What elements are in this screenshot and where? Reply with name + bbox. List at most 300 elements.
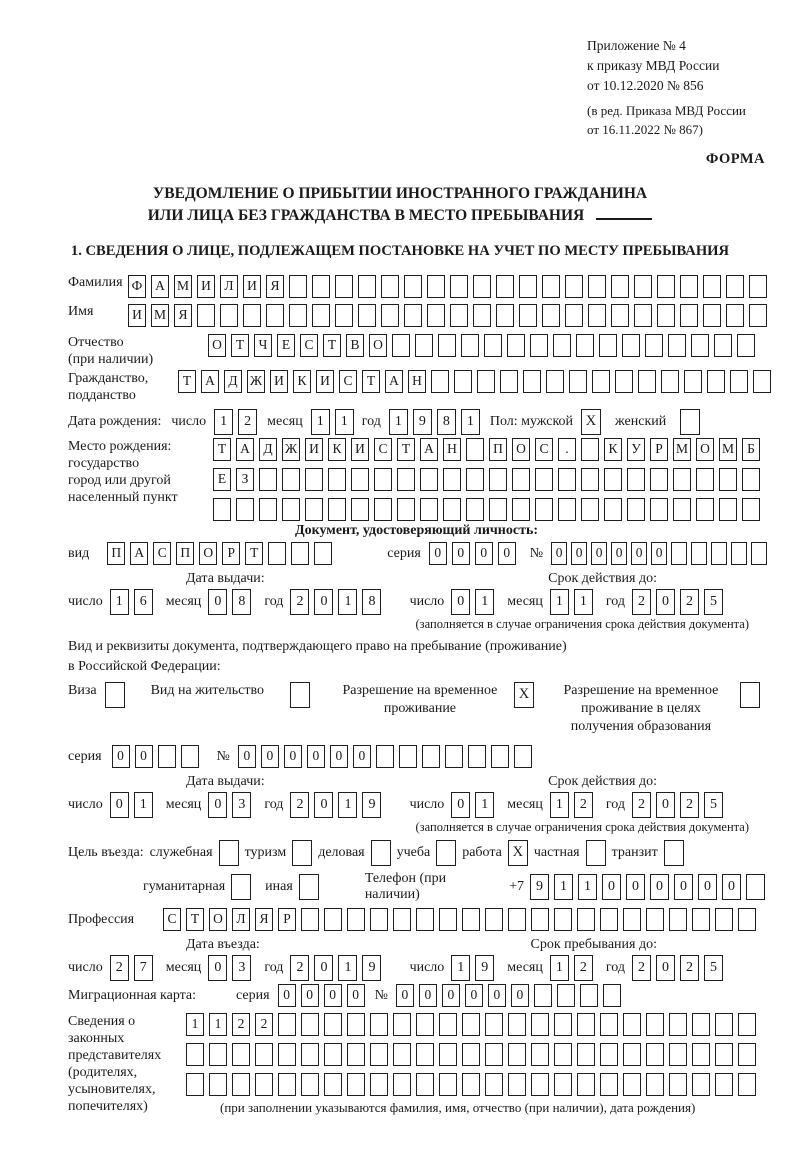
identity-series-cells[interactable] — [429, 542, 516, 565]
char-cell[interactable]: П — [489, 438, 507, 461]
char-cell[interactable] — [535, 468, 553, 491]
char-cell[interactable] — [439, 1013, 457, 1036]
char-cell[interactable] — [599, 334, 617, 357]
given-name-cells[interactable] — [128, 304, 767, 327]
char-cell[interactable] — [473, 275, 491, 298]
char-cell[interactable] — [485, 1043, 503, 1066]
char-cell[interactable]: 2 — [290, 589, 309, 615]
char-cell[interactable] — [466, 498, 484, 521]
char-cell[interactable]: О — [369, 334, 387, 357]
char-cell[interactable] — [554, 1073, 572, 1096]
char-cell[interactable] — [278, 1043, 296, 1066]
char-cell[interactable] — [370, 908, 388, 931]
char-cell[interactable]: 0 — [442, 984, 460, 1007]
char-cell[interactable] — [581, 438, 599, 461]
char-cell[interactable] — [484, 334, 502, 357]
char-cell[interactable]: 1 — [578, 874, 597, 900]
char-cell[interactable] — [742, 498, 760, 521]
char-cell[interactable] — [213, 498, 231, 521]
char-cell[interactable] — [232, 1073, 250, 1096]
visa-checkbox[interactable] — [105, 682, 125, 708]
char-cell[interactable] — [671, 542, 687, 565]
char-cell[interactable]: Т — [245, 542, 263, 565]
sex-female-checkbox[interactable] — [680, 409, 700, 435]
char-cell[interactable] — [746, 874, 765, 900]
char-cell[interactable] — [730, 370, 748, 393]
char-cell[interactable] — [489, 468, 507, 491]
char-cell[interactable]: 2 — [238, 409, 257, 435]
char-cell[interactable] — [485, 908, 503, 931]
char-cell[interactable]: Н — [443, 438, 461, 461]
char-cell[interactable]: 0 — [656, 792, 675, 818]
char-cell[interactable]: 1 — [110, 589, 129, 615]
char-cell[interactable] — [351, 468, 369, 491]
char-cell[interactable]: 0 — [571, 542, 587, 565]
char-cell[interactable] — [508, 1043, 526, 1066]
char-cell[interactable]: 1 — [475, 792, 494, 818]
char-cell[interactable] — [431, 370, 449, 393]
char-cell[interactable]: Б — [742, 438, 760, 461]
char-cell[interactable]: 2 — [110, 955, 129, 981]
purpose-business-checkbox[interactable] — [371, 840, 391, 866]
char-cell[interactable] — [576, 334, 594, 357]
char-cell[interactable] — [738, 1043, 756, 1066]
char-cell[interactable] — [657, 275, 675, 298]
char-cell[interactable]: 0 — [651, 542, 667, 565]
char-cell[interactable] — [416, 1073, 434, 1096]
identity-number-cells[interactable] — [551, 542, 767, 565]
char-cell[interactable] — [623, 1013, 641, 1036]
char-cell[interactable]: Я — [266, 275, 284, 298]
char-cell[interactable] — [646, 908, 664, 931]
char-cell[interactable] — [496, 275, 514, 298]
birth-place-row3-cells[interactable] — [213, 498, 760, 521]
char-cell[interactable]: М — [174, 275, 192, 298]
char-cell[interactable] — [611, 304, 629, 327]
char-cell[interactable] — [530, 334, 548, 357]
char-cell[interactable]: А — [201, 370, 219, 393]
char-cell[interactable] — [312, 304, 330, 327]
char-cell[interactable] — [646, 1013, 664, 1036]
char-cell[interactable] — [314, 542, 332, 565]
char-cell[interactable] — [422, 745, 440, 768]
char-cell[interactable] — [751, 542, 767, 565]
char-cell[interactable]: 0 — [284, 745, 302, 768]
char-cell[interactable]: М — [151, 304, 169, 327]
char-cell[interactable] — [634, 304, 652, 327]
char-cell[interactable]: 3 — [232, 792, 251, 818]
char-cell[interactable] — [439, 908, 457, 931]
char-cell[interactable]: С — [153, 542, 171, 565]
char-cell[interactable] — [289, 275, 307, 298]
char-cell[interactable]: 2 — [680, 589, 699, 615]
char-cell[interactable] — [507, 334, 525, 357]
char-cell[interactable] — [715, 1013, 733, 1036]
char-cell[interactable]: 1 — [186, 1013, 204, 1036]
char-cell[interactable]: А — [151, 275, 169, 298]
birth-year-cells[interactable] — [389, 409, 480, 435]
char-cell[interactable]: 2 — [632, 589, 651, 615]
char-cell[interactable] — [581, 468, 599, 491]
purpose-official-checkbox[interactable] — [219, 840, 239, 866]
char-cell[interactable] — [289, 304, 307, 327]
char-cell[interactable] — [542, 304, 560, 327]
char-cell[interactable]: 2 — [574, 955, 593, 981]
char-cell[interactable] — [347, 908, 365, 931]
char-cell[interactable] — [393, 1013, 411, 1036]
char-cell[interactable] — [489, 498, 507, 521]
char-cell[interactable] — [553, 334, 571, 357]
char-cell[interactable]: А — [236, 438, 254, 461]
char-cell[interactable] — [577, 1013, 595, 1036]
char-cell[interactable]: 0 — [722, 874, 741, 900]
char-cell[interactable] — [393, 1043, 411, 1066]
char-cell[interactable] — [554, 1043, 572, 1066]
char-cell[interactable] — [282, 498, 300, 521]
char-cell[interactable]: 0 — [656, 589, 675, 615]
char-cell[interactable]: И — [197, 275, 215, 298]
char-cell[interactable]: 0 — [110, 792, 129, 818]
char-cell[interactable] — [623, 1073, 641, 1096]
char-cell[interactable]: 1 — [134, 792, 153, 818]
char-cell[interactable] — [232, 1043, 250, 1066]
char-cell[interactable]: Т — [397, 438, 415, 461]
temp-residence-education-checkbox[interactable] — [740, 682, 760, 708]
char-cell[interactable] — [282, 468, 300, 491]
char-cell[interactable] — [696, 498, 714, 521]
entry-year-cells[interactable] — [290, 955, 381, 981]
char-cell[interactable]: 0 — [488, 984, 506, 1007]
char-cell[interactable]: 1 — [550, 955, 569, 981]
char-cell[interactable]: 0 — [353, 745, 371, 768]
char-cell[interactable] — [588, 304, 606, 327]
char-cell[interactable] — [381, 275, 399, 298]
char-cell[interactable] — [534, 984, 552, 1007]
char-cell[interactable] — [186, 1073, 204, 1096]
char-cell[interactable] — [726, 275, 744, 298]
char-cell[interactable]: 0 — [674, 874, 693, 900]
char-cell[interactable]: 0 — [591, 542, 607, 565]
char-cell[interactable] — [255, 1073, 273, 1096]
char-cell[interactable] — [580, 984, 598, 1007]
char-cell[interactable]: Т — [362, 370, 380, 393]
char-cell[interactable]: Ч — [254, 334, 272, 357]
char-cell[interactable] — [514, 745, 532, 768]
char-cell[interactable] — [703, 275, 721, 298]
char-cell[interactable]: 1 — [338, 589, 357, 615]
char-cell[interactable]: 0 — [452, 542, 470, 565]
char-cell[interactable] — [577, 1043, 595, 1066]
char-cell[interactable]: 0 — [650, 874, 669, 900]
char-cell[interactable] — [680, 304, 698, 327]
char-cell[interactable] — [592, 370, 610, 393]
char-cell[interactable] — [696, 468, 714, 491]
char-cell[interactable] — [554, 908, 572, 931]
char-cell[interactable] — [684, 370, 702, 393]
char-cell[interactable]: 0 — [631, 542, 647, 565]
char-cell[interactable]: 1 — [389, 409, 408, 435]
char-cell[interactable] — [335, 304, 353, 327]
char-cell[interactable] — [691, 542, 707, 565]
char-cell[interactable]: С — [300, 334, 318, 357]
char-cell[interactable] — [731, 542, 747, 565]
char-cell[interactable]: 1 — [461, 409, 480, 435]
sex-male-checkbox[interactable]: X — [581, 409, 601, 435]
char-cell[interactable] — [312, 275, 330, 298]
char-cell[interactable] — [512, 468, 530, 491]
phone-cells[interactable] — [530, 874, 765, 900]
char-cell[interactable] — [753, 370, 771, 393]
char-cell[interactable]: 2 — [290, 792, 309, 818]
char-cell[interactable] — [461, 334, 479, 357]
char-cell[interactable] — [259, 498, 277, 521]
char-cell[interactable]: Л — [232, 908, 250, 931]
char-cell[interactable] — [531, 1043, 549, 1066]
char-cell[interactable] — [577, 1073, 595, 1096]
char-cell[interactable]: 1 — [338, 792, 357, 818]
char-cell[interactable] — [473, 304, 491, 327]
char-cell[interactable] — [491, 745, 509, 768]
char-cell[interactable] — [268, 542, 286, 565]
char-cell[interactable]: И — [316, 370, 334, 393]
char-cell[interactable] — [508, 1073, 526, 1096]
char-cell[interactable]: Т — [178, 370, 196, 393]
char-cell[interactable] — [477, 370, 495, 393]
char-cell[interactable] — [374, 498, 392, 521]
representatives-row2-cells[interactable] — [186, 1043, 756, 1066]
residence-valid-month-cells[interactable] — [550, 792, 593, 818]
purpose-tourism-checkbox[interactable] — [292, 840, 312, 866]
char-cell[interactable]: 0 — [278, 984, 296, 1007]
migration-number-cells[interactable] — [396, 984, 621, 1007]
char-cell[interactable] — [370, 1013, 388, 1036]
char-cell[interactable]: В — [346, 334, 364, 357]
char-cell[interactable] — [324, 908, 342, 931]
purpose-study-checkbox[interactable] — [436, 840, 456, 866]
char-cell[interactable] — [565, 304, 583, 327]
char-cell[interactable]: И — [270, 370, 288, 393]
char-cell[interactable] — [661, 370, 679, 393]
identity-valid-month-cells[interactable] — [550, 589, 593, 615]
char-cell[interactable]: 2 — [290, 955, 309, 981]
char-cell[interactable]: С — [163, 908, 181, 931]
char-cell[interactable] — [462, 908, 480, 931]
char-cell[interactable] — [508, 908, 526, 931]
char-cell[interactable]: С — [374, 438, 392, 461]
char-cell[interactable]: П — [107, 542, 125, 565]
char-cell[interactable]: 0 — [208, 589, 227, 615]
char-cell[interactable]: 9 — [362, 792, 381, 818]
char-cell[interactable] — [623, 908, 641, 931]
char-cell[interactable] — [557, 984, 575, 1007]
char-cell[interactable]: Т — [323, 334, 341, 357]
char-cell[interactable]: 0 — [112, 745, 130, 768]
residence-issue-day-cells[interactable] — [110, 792, 153, 818]
purpose-private-checkbox[interactable] — [586, 840, 606, 866]
char-cell[interactable] — [266, 304, 284, 327]
char-cell[interactable] — [581, 498, 599, 521]
char-cell[interactable] — [158, 745, 176, 768]
char-cell[interactable] — [569, 370, 587, 393]
char-cell[interactable] — [634, 275, 652, 298]
char-cell[interactable]: 0 — [698, 874, 717, 900]
birth-day-cells[interactable] — [214, 409, 257, 435]
char-cell[interactable] — [565, 275, 583, 298]
char-cell[interactable]: 0 — [451, 792, 470, 818]
birth-month-cells[interactable] — [311, 409, 354, 435]
char-cell[interactable]: 0 — [551, 542, 567, 565]
char-cell[interactable] — [370, 1043, 388, 1066]
char-cell[interactable] — [715, 908, 733, 931]
char-cell[interactable]: Т — [213, 438, 231, 461]
char-cell[interactable] — [335, 275, 353, 298]
residence-permit-checkbox[interactable] — [290, 682, 310, 708]
char-cell[interactable]: Р — [278, 908, 296, 931]
char-cell[interactable] — [669, 1073, 687, 1096]
char-cell[interactable] — [531, 1073, 549, 1096]
char-cell[interactable] — [439, 1073, 457, 1096]
char-cell[interactable] — [243, 304, 261, 327]
char-cell[interactable]: 5 — [704, 589, 723, 615]
residence-series-cells[interactable] — [112, 745, 199, 768]
char-cell[interactable]: 2 — [632, 955, 651, 981]
char-cell[interactable]: 1 — [214, 409, 233, 435]
char-cell[interactable] — [415, 334, 433, 357]
char-cell[interactable] — [462, 1073, 480, 1096]
char-cell[interactable]: 0 — [307, 745, 325, 768]
char-cell[interactable] — [650, 498, 668, 521]
char-cell[interactable] — [485, 1013, 503, 1036]
char-cell[interactable] — [669, 908, 687, 931]
char-cell[interactable] — [749, 275, 767, 298]
char-cell[interactable] — [301, 1043, 319, 1066]
char-cell[interactable] — [622, 334, 640, 357]
char-cell[interactable]: 2 — [632, 792, 651, 818]
char-cell[interactable] — [358, 304, 376, 327]
char-cell[interactable] — [462, 1013, 480, 1036]
char-cell[interactable] — [416, 1043, 434, 1066]
char-cell[interactable] — [603, 984, 621, 1007]
char-cell[interactable]: С — [339, 370, 357, 393]
char-cell[interactable] — [370, 1073, 388, 1096]
char-cell[interactable]: Т — [186, 908, 204, 931]
char-cell[interactable] — [397, 498, 415, 521]
char-cell[interactable] — [738, 1013, 756, 1036]
temp-residence-checkbox[interactable]: X — [514, 682, 534, 708]
purpose-work-checkbox[interactable]: X — [508, 840, 528, 866]
char-cell[interactable] — [397, 468, 415, 491]
char-cell[interactable] — [427, 275, 445, 298]
char-cell[interactable] — [673, 468, 691, 491]
char-cell[interactable] — [466, 468, 484, 491]
char-cell[interactable] — [305, 468, 323, 491]
char-cell[interactable] — [301, 908, 319, 931]
char-cell[interactable] — [439, 1043, 457, 1066]
char-cell[interactable] — [443, 498, 461, 521]
char-cell[interactable]: 2 — [680, 792, 699, 818]
char-cell[interactable]: 1 — [209, 1013, 227, 1036]
char-cell[interactable]: Д — [259, 438, 277, 461]
stay-year-cells[interactable] — [632, 955, 723, 981]
char-cell[interactable]: 0 — [301, 984, 319, 1007]
char-cell[interactable] — [742, 468, 760, 491]
char-cell[interactable]: 0 — [135, 745, 153, 768]
char-cell[interactable] — [719, 498, 737, 521]
char-cell[interactable]: 2 — [574, 792, 593, 818]
char-cell[interactable] — [738, 908, 756, 931]
char-cell[interactable]: 8 — [362, 589, 381, 615]
char-cell[interactable] — [668, 334, 686, 357]
char-cell[interactable] — [749, 304, 767, 327]
char-cell[interactable] — [715, 1043, 733, 1066]
char-cell[interactable]: 0 — [498, 542, 516, 565]
char-cell[interactable] — [703, 304, 721, 327]
birth-place-row2-cells[interactable] — [213, 468, 760, 491]
char-cell[interactable] — [600, 1073, 618, 1096]
patronymic-cells[interactable] — [208, 334, 755, 357]
char-cell[interactable] — [519, 304, 537, 327]
char-cell[interactable]: 5 — [704, 955, 723, 981]
representatives-row1-cells[interactable] — [186, 1013, 756, 1036]
char-cell[interactable] — [255, 1043, 273, 1066]
char-cell[interactable]: 0 — [656, 955, 675, 981]
char-cell[interactable] — [738, 1073, 756, 1096]
char-cell[interactable]: 0 — [511, 984, 529, 1007]
char-cell[interactable]: У — [627, 438, 645, 461]
char-cell[interactable] — [611, 275, 629, 298]
char-cell[interactable]: 0 — [419, 984, 437, 1007]
char-cell[interactable] — [588, 275, 606, 298]
char-cell[interactable]: Е — [277, 334, 295, 357]
char-cell[interactable] — [392, 334, 410, 357]
char-cell[interactable] — [393, 908, 411, 931]
identity-issue-year-cells[interactable] — [290, 589, 381, 615]
char-cell[interactable] — [347, 1073, 365, 1096]
char-cell[interactable]: 0 — [208, 792, 227, 818]
char-cell[interactable] — [692, 908, 710, 931]
char-cell[interactable] — [376, 745, 394, 768]
char-cell[interactable]: 1 — [554, 874, 573, 900]
char-cell[interactable]: 0 — [626, 874, 645, 900]
char-cell[interactable] — [714, 334, 732, 357]
char-cell[interactable]: И — [351, 438, 369, 461]
char-cell[interactable] — [236, 498, 254, 521]
residence-valid-year-cells[interactable] — [632, 792, 723, 818]
char-cell[interactable]: 0 — [314, 589, 333, 615]
char-cell[interactable] — [680, 275, 698, 298]
char-cell[interactable]: . — [558, 438, 576, 461]
char-cell[interactable] — [324, 1013, 342, 1036]
char-cell[interactable] — [416, 1013, 434, 1036]
char-cell[interactable]: Я — [174, 304, 192, 327]
char-cell[interactable] — [737, 334, 755, 357]
char-cell[interactable]: 0 — [465, 984, 483, 1007]
residence-issue-year-cells[interactable] — [290, 792, 381, 818]
char-cell[interactable] — [259, 468, 277, 491]
char-cell[interactable]: К — [328, 438, 346, 461]
char-cell[interactable]: 1 — [311, 409, 330, 435]
char-cell[interactable] — [711, 542, 727, 565]
char-cell[interactable] — [604, 468, 622, 491]
char-cell[interactable]: 0 — [261, 745, 279, 768]
char-cell[interactable] — [347, 1043, 365, 1066]
char-cell[interactable] — [443, 468, 461, 491]
char-cell[interactable] — [485, 1073, 503, 1096]
char-cell[interactable]: 8 — [232, 589, 251, 615]
char-cell[interactable]: Н — [408, 370, 426, 393]
char-cell[interactable]: О — [199, 542, 217, 565]
char-cell[interactable] — [197, 304, 215, 327]
